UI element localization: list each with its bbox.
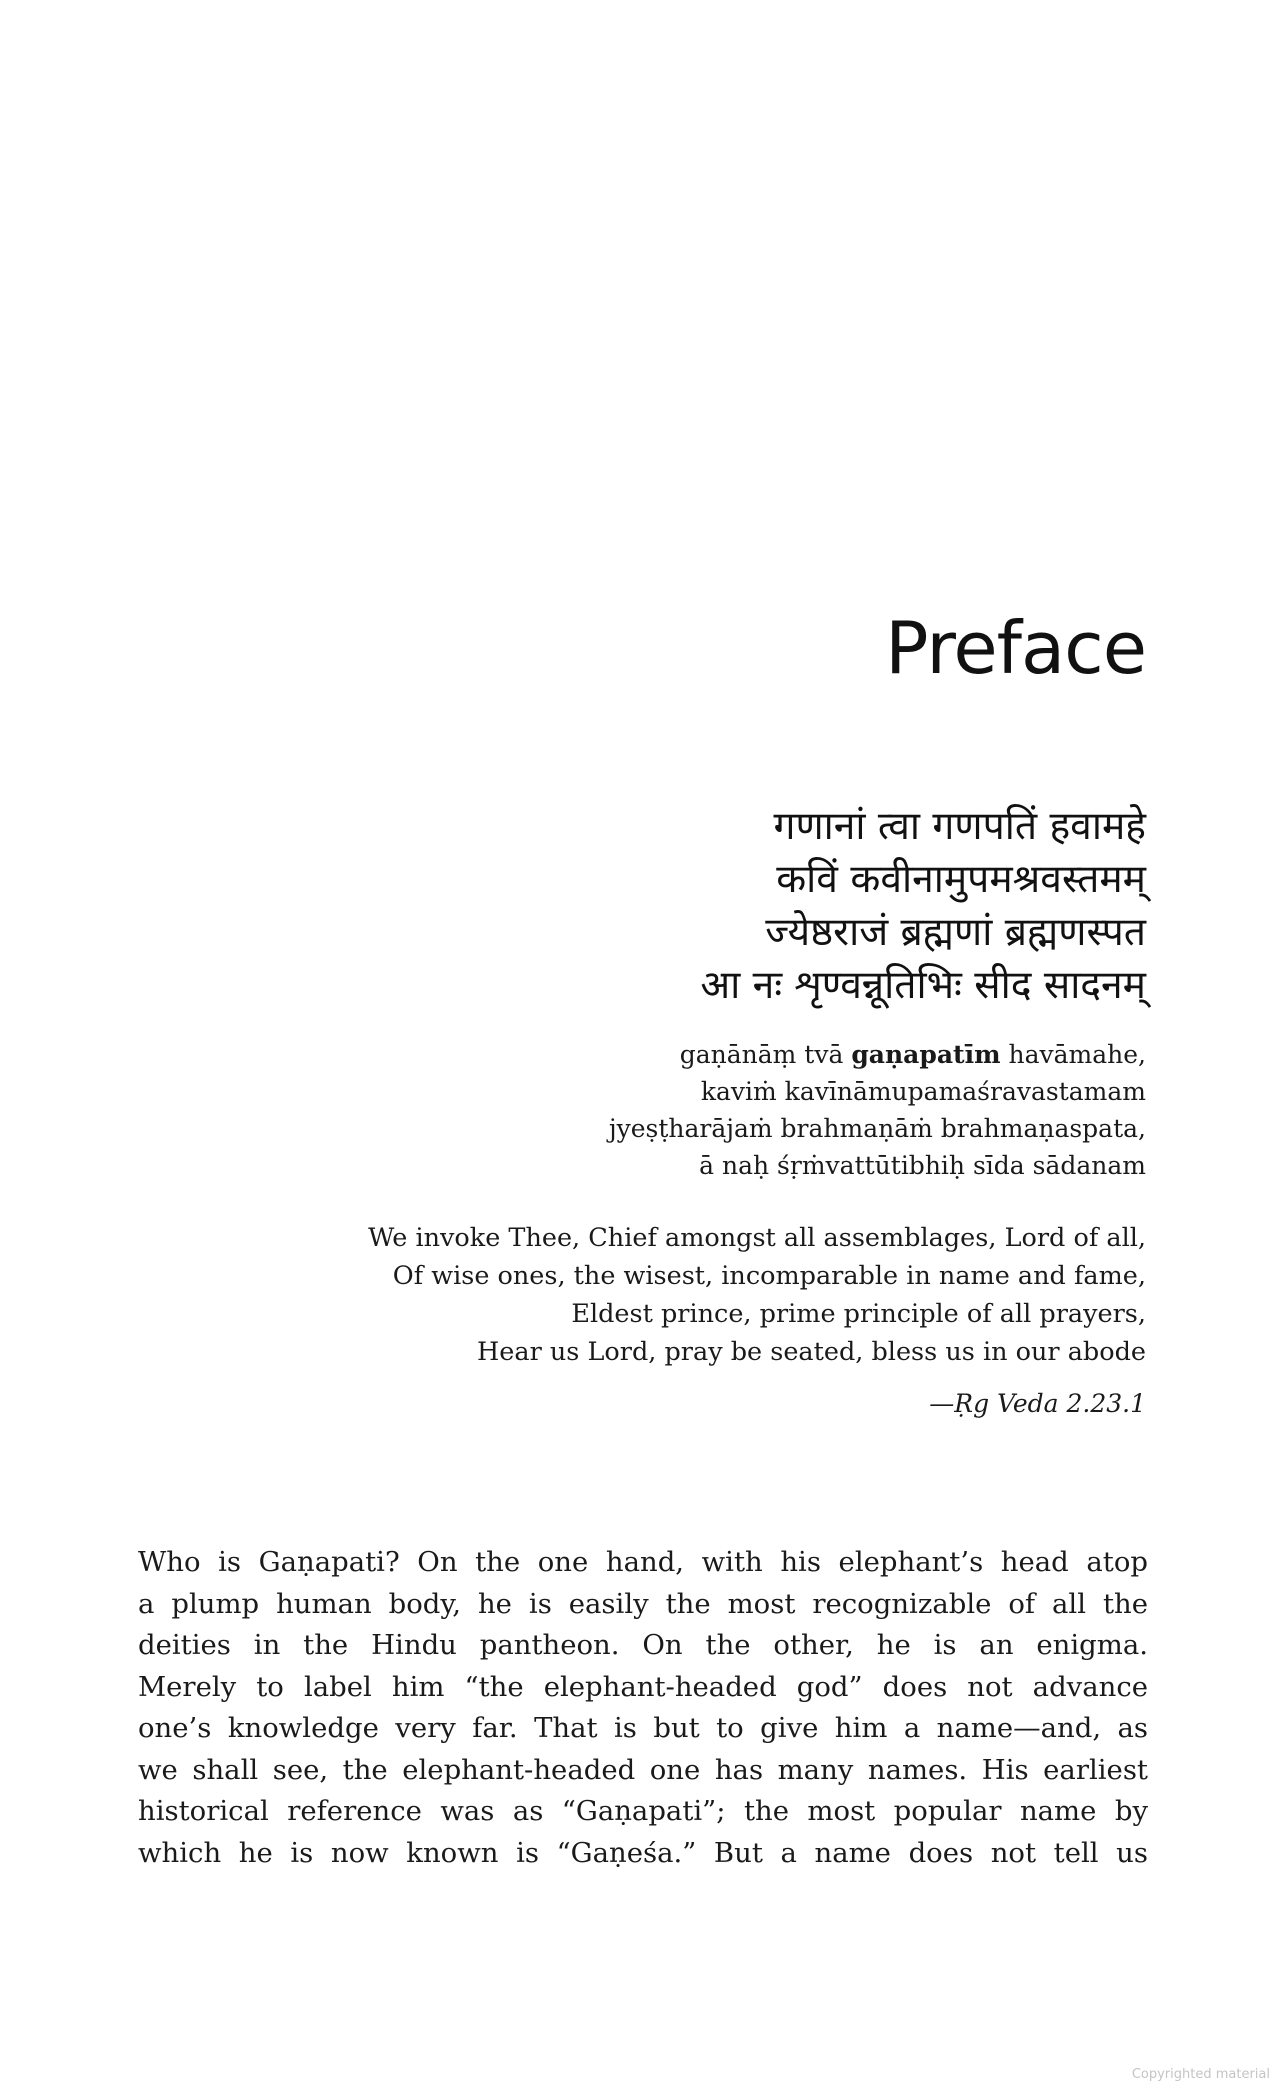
- citation: —Ṛg Veda 2.23.1: [929, 1389, 1146, 1418]
- sanskrit-verse: [700, 800, 1146, 1012]
- page-title: Preface: [885, 606, 1146, 690]
- transliteration-line: ā naḥ śṛṁvattūtibhiḥ sīda sādanam: [699, 1151, 1146, 1180]
- translation-line: We invoke Thee, Chief amongst all assemblages, Lord of all,: [368, 1223, 1146, 1253]
- translation-line: Hear us Lord, pray be seated, bless us in our abode: [477, 1337, 1146, 1367]
- body-line: which he is now known is “Gaṇeśa.” But a name does not tell us: [138, 1836, 1148, 1869]
- sanskrit-line: ज्येष्ठराजं ब्रह्मणां ब्रह्मणस्पत: [765, 910, 1146, 955]
- sanskrit-line: गणानां त्वा गणपतिं हवामहे: [773, 804, 1146, 849]
- transliteration: [609, 1036, 1146, 1184]
- body-paragraph: [138, 1542, 1148, 1874]
- transliteration-line: jyeṣṭharājaṁ brahmaṇāṁ brahmaṇaspata,: [608, 1114, 1146, 1143]
- body-line: deities in the Hindu pantheon. On the other, he is an enigma.: [138, 1629, 1148, 1661]
- transliteration-line: [609, 1036, 1146, 1073]
- translation: [368, 1219, 1146, 1371]
- body-line: we shall see, the elephant-headed one has many names. His earliest: [138, 1753, 1148, 1786]
- translation-line: Of wise ones, the wisest, incomparable in name and fame,: [392, 1261, 1146, 1291]
- sanskrit-line: कविं कवीनामुपमश्रवस्तमम्: [776, 857, 1146, 902]
- copyright-watermark: Copyrighted material: [1131, 2067, 1270, 2082]
- body-line: historical reference was as “Gaṇapati”; the most popular name by: [138, 1795, 1148, 1827]
- body-line: one’s knowledge very far. That is but to give him a name—and, as: [138, 1712, 1148, 1744]
- transliteration-text: havāmahe,: [1000, 1040, 1146, 1069]
- sanskrit-line: आ नः शृण्वन्नूतिभिः सीद सादनम्: [700, 963, 1146, 1008]
- transliteration-bold-word: gaṇapatīm: [851, 1040, 1001, 1069]
- transliteration-text: gaṇānāṃ tvā: [679, 1040, 852, 1069]
- transliteration-line: kaviṁ kavīnāmupamaśravastamam: [700, 1077, 1146, 1106]
- body-line: a plump human body, he is easily the most recognizable of all the: [138, 1587, 1148, 1620]
- body-line: Merely to label him “the elephant-headed god” does not advance: [138, 1670, 1148, 1703]
- body-line: Who is Gaṇapati? On the one hand, with his elephant’s head atop: [138, 1546, 1148, 1578]
- translation-line: Eldest prince, prime principle of all prayers,: [571, 1299, 1146, 1329]
